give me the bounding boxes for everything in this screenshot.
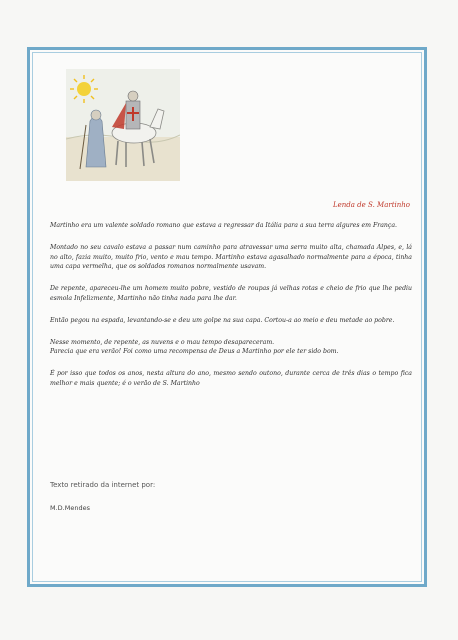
- story-text: [50, 221, 412, 401]
- page-frame: [27, 47, 427, 587]
- paragraph-2: Montado no seu cavalo estava a passar num caminho para atravessar uma serra muito alta, chamada Alpes, e, lá no alto, fazia muito, muito frio, vento e mau tempo. Martinho estava agasalhado normalmente para a época, tinha uma capa vermelha, que os soldados romanos normalmente usavam.: [50, 243, 412, 271]
- saint-martin-illustration: [66, 69, 180, 181]
- paragraph-7: É por isso que todos os anos, nesta altura do ano, mesmo sendo outono, durante cerca de três dias o tempo fica melhor e mais quente; é o verão de S. Martinho: [50, 370, 412, 387]
- document-title: Lenda de S. Martinho: [333, 201, 410, 209]
- author-name: M.D.Mendes: [50, 504, 90, 512]
- paragraph-5: Nesse momento, de repente, as nuvens e o mau tempo desapareceram.: [50, 338, 275, 346]
- paragraph-3: De repente, apareceu-lhe um homem muito pobre, vestido de roupas já velhas rotas e cheio de frio que lhe pediu esmola Infelizmente, Martinho não tinha nada para lhe dar.: [50, 285, 412, 302]
- paragraph-1: Martinho era um valente soldado romano que estava a regressar da Itália para a sua terra algures em França.: [50, 222, 398, 229]
- paragraph-4: Então pegou na espada, levantando-se e deu um golpe na sua capa. Cortou-a ao meio e deu metade ao pobre.: [50, 316, 395, 324]
- paragraph-6: Parecia que era verão! Foi como uma recompensa de Deus a Martinho por ele ter sido bom.: [50, 348, 339, 356]
- source-note: Texto retirado da internet por:: [50, 481, 156, 489]
